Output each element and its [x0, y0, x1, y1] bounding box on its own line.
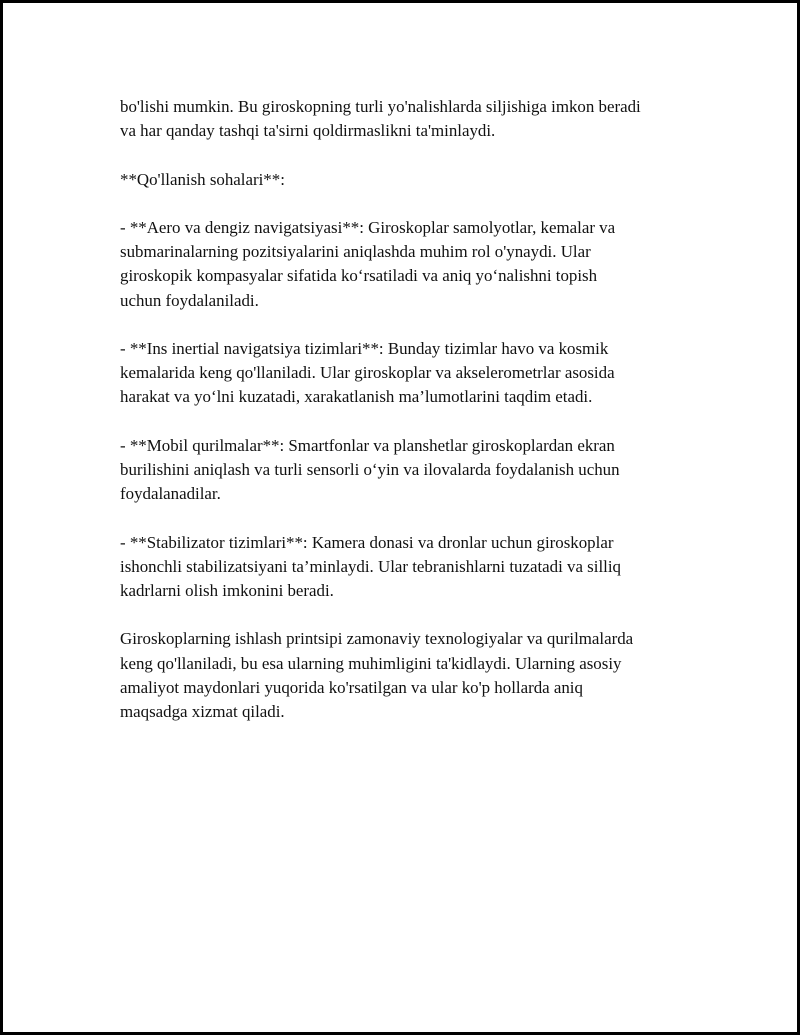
document-body [120, 95, 700, 748]
paragraph-conclusion [120, 627, 700, 724]
text-line: - **Stabilizator tizimlari**: Kamera donasi va dronlar uchun giroskoplar [120, 532, 614, 552]
section-heading-applications [120, 168, 700, 192]
text-line: bo'lishi mumkin. Bu giroskopning turli yo'nalishlarda siljishiga imkon beradi [120, 97, 641, 116]
text-line: - **Mobil qurilmalar**: Smartfonlar va planshetlar giroskoplardan ekran [120, 435, 615, 455]
text-line: **Qo'llanish sohalari**: [120, 169, 285, 189]
text-line: submarinalarning pozitsiyalarini aniqlashda muhim rol o'ynaydi. Ular [120, 242, 591, 262]
text-line: va har qanday tashqi ta'sirni qoldirmaslikni ta'minlaydi. [120, 121, 496, 141]
text-line: harakat va yo‘lni kuzatadi, xarakatlanish ma’lumotlarini taqdim etadi. [120, 387, 593, 407]
text-line: amaliyot maydonlari yuqorida ko'rsatilgan va ular ko'p hollarda aniq [120, 677, 583, 697]
text-line: - **Ins inertial navigatsiya tizimlari**: Bunday tizimlar havo va kosmik [120, 338, 609, 358]
text-line: maqsadga xizmat qiladi. [120, 701, 285, 721]
text-line: keng qo'llaniladi, bu esa ularning muhimligini ta'kidlaydi. Ularning asosiy [120, 653, 622, 673]
list-item-stabilizers [120, 531, 700, 604]
text-line: kadrlarni olish imkonini beradi. [120, 580, 334, 600]
text-line: kemalarida keng qo'llaniladi. Ular giroskoplar va akselerometrlar asosida [120, 363, 615, 383]
text-line: giroskopik kompasyalar sifatida ko‘rsatiladi va aniq yo‘nalishni topish [120, 266, 598, 286]
list-item-aero-navigation [120, 216, 700, 313]
text-line: - **Aero va dengiz navigatsiyasi**: Giroskoplar samolyotlar, kemalar va [120, 217, 616, 237]
paragraph-intro-continuation [120, 95, 700, 143]
text-line: uchun foydalaniladi. [120, 290, 259, 310]
text-line: foydalanadilar. [120, 484, 221, 504]
text-line: burilishini aniqlash va turli sensorli o‘yin va ilovalarda foydalanish uchun [120, 459, 620, 479]
text-line: Giroskoplarning ishlash printsipi zamonaviy texnologiyalar va qurilmalarda [120, 629, 634, 649]
text-line: ishonchli stabilizatsiyani ta’minlaydi. Ular tebranishlarni tuzatadi va silliq [120, 556, 621, 576]
list-item-mobile-devices [120, 434, 700, 507]
list-item-inertial-navigation [120, 337, 700, 410]
